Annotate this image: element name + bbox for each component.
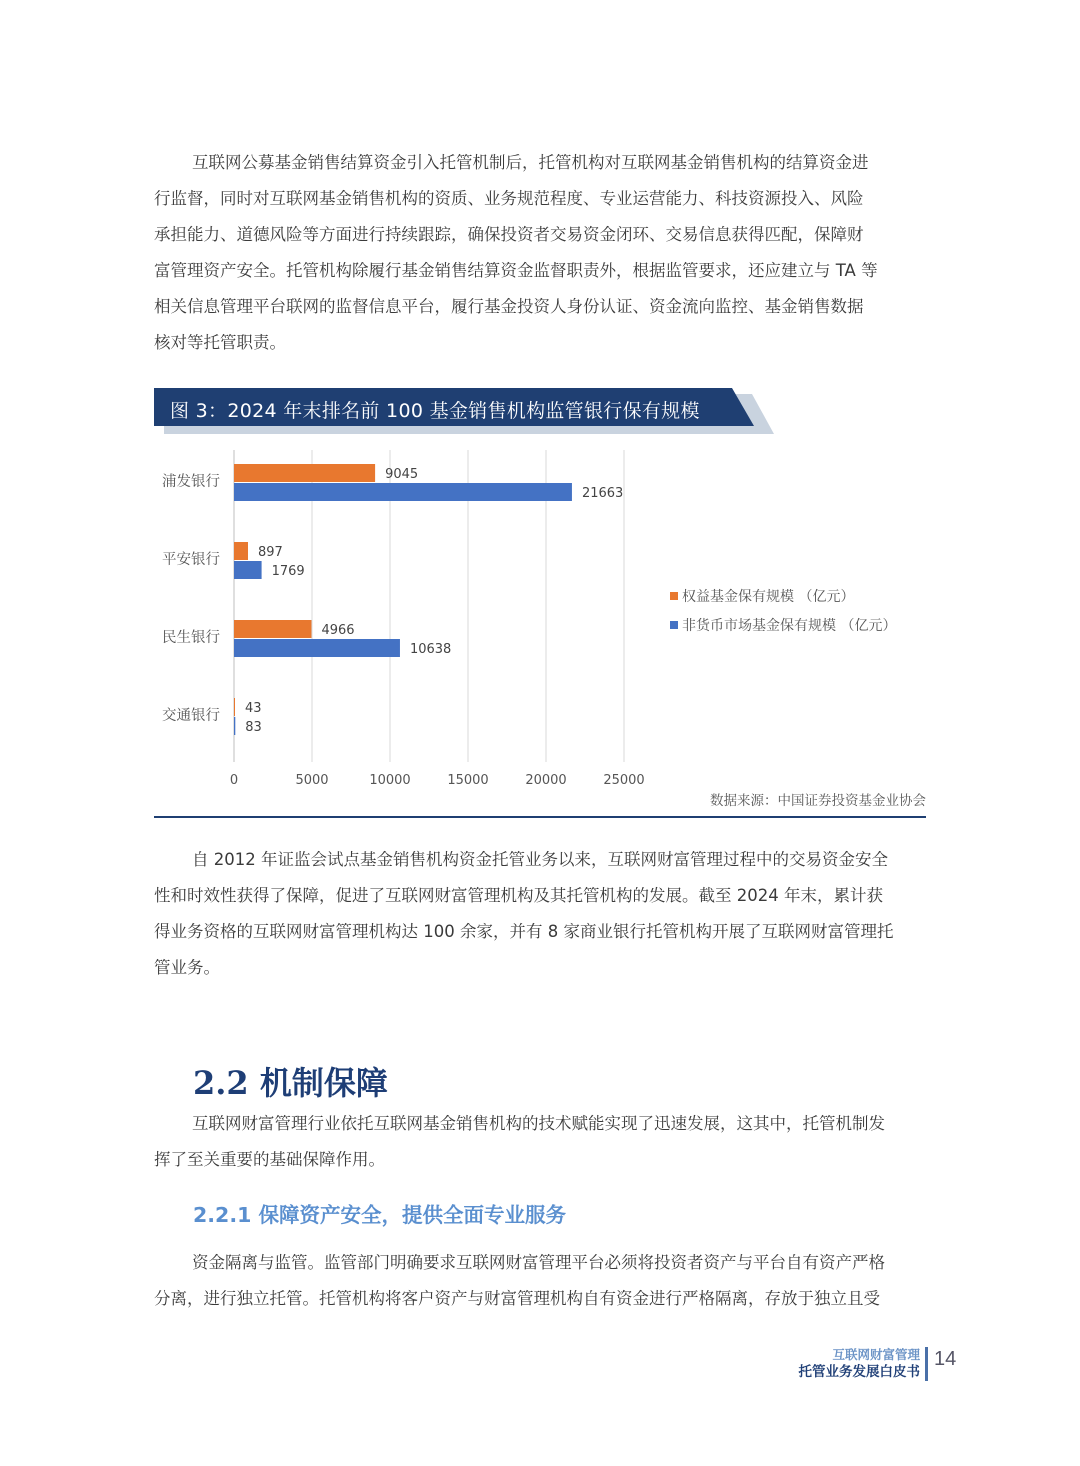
intro-line: 互联网公募基金销售结算资金引入托管机制后，托管机构对互联网基金销售机构的结算资金进	[192, 153, 869, 172]
page-number: 14	[934, 1348, 957, 1370]
category-label: 民生银行	[162, 630, 220, 646]
after-chart-paragraph	[154, 842, 926, 986]
subsection-line: 资金隔离与监管。监管部门明确要求互联网财富管理平台必须将投资者资产与平台自有资产严格	[192, 1253, 885, 1272]
subsection-paragraph	[154, 1245, 926, 1317]
section-line: 挥了至关重要的基础保障作用。	[154, 1150, 385, 1169]
category-label: 浦发银行	[162, 474, 220, 490]
data-label: 1769	[271, 564, 305, 579]
x-tick-label: 10000	[369, 773, 411, 788]
section-line: 互联网财富管理行业依托互联网基金销售机构的技术赋能实现了迅速发展，这其中，托管机制发	[192, 1114, 885, 1133]
bar	[234, 483, 572, 501]
x-tick-label: 15000	[447, 773, 489, 788]
figure-banner	[154, 388, 774, 434]
intro-line: 相关信息管理平台联网的监督信息平台，履行基金投资人身份认证、资金流向监控、基金销售数据	[154, 297, 864, 316]
bar	[234, 698, 235, 716]
bar	[234, 620, 311, 638]
x-tick-label: 5000	[295, 773, 329, 788]
after-chart-line: 得业务资格的互联网财富管理机构达 100 余家，并有 8 家商业银行托管机构开展了互联网财富管理托	[154, 922, 894, 941]
after-chart-line: 性和时效性获得了保障，促进了互联网财富管理机构及其托管机构的发展。截至 2024 年末，累计获	[154, 886, 883, 905]
x-tick-label: 0	[229, 773, 239, 788]
figure-title: 图 3：2024 年末排名前 100 基金销售机构监管银行保有规模	[170, 400, 700, 422]
data-label: 21663	[581, 486, 624, 501]
after-chart-line: 管业务。	[154, 958, 220, 977]
footer-title-line2: 托管业务发展白皮书	[798, 1364, 920, 1380]
legend-label: 非货币市场基金保有规模 （亿元）	[682, 618, 897, 634]
legend-swatch	[670, 592, 678, 600]
category-label: 平安银行	[162, 552, 220, 568]
bar	[234, 542, 248, 560]
section-heading: 2.2 机制保障	[193, 1064, 388, 1102]
subsection-line: 分离，进行独立托管。托管机构将客户资产与财富管理机构自有资金进行严格隔离，存放于独立且受	[154, 1289, 880, 1308]
footer-divider	[925, 1347, 928, 1381]
after-chart-line: 自 2012 年证监会试点基金销售机构资金托管业务以来，互联网财富管理过程中的交易资金安全	[192, 850, 888, 869]
intro-paragraph	[154, 145, 926, 361]
data-label: 897	[257, 545, 283, 560]
data-label: 43	[245, 701, 262, 716]
bar	[234, 561, 262, 579]
data-label: 10638	[409, 642, 452, 657]
footer-title	[799, 1346, 921, 1382]
chart-divider	[154, 816, 926, 818]
intro-line: 富管理资产安全。托管机构除履行基金销售结算资金监督职责外，根据监管要求，还应建立与 TA 等	[154, 261, 878, 280]
bar	[234, 464, 375, 482]
intro-line: 承担能力、道德风险等方面进行持续跟踪，确保投资者交易资金闭环、交易信息获得匹配，保障财	[154, 225, 864, 244]
intro-line: 行监督，同时对互联网基金销售机构的资质、业务规范程度、专业运营能力、科技资源投入、风险	[154, 189, 864, 208]
subsection-heading: 2.2.1 保障资产安全，提供全面专业服务	[193, 1203, 567, 1227]
intro-line: 核对等托管职责。	[154, 333, 286, 352]
data-label: 4966	[321, 623, 355, 638]
bar	[234, 717, 235, 735]
category-label: 交通银行	[162, 708, 220, 724]
footer-title-line1: 互联网财富管理	[832, 1347, 920, 1362]
bar	[234, 639, 400, 657]
section-paragraph	[154, 1106, 926, 1178]
legend-label: 权益基金保有规模 （亿元）	[682, 589, 855, 605]
chart-source: 数据来源：中国证券投资基金业协会	[710, 793, 926, 809]
data-label: 83	[245, 720, 262, 735]
x-tick-label: 20000	[525, 773, 567, 788]
data-label: 9045	[385, 467, 419, 482]
legend-swatch	[670, 621, 678, 629]
bar-chart	[154, 446, 926, 808]
x-tick-label: 25000	[603, 773, 645, 788]
